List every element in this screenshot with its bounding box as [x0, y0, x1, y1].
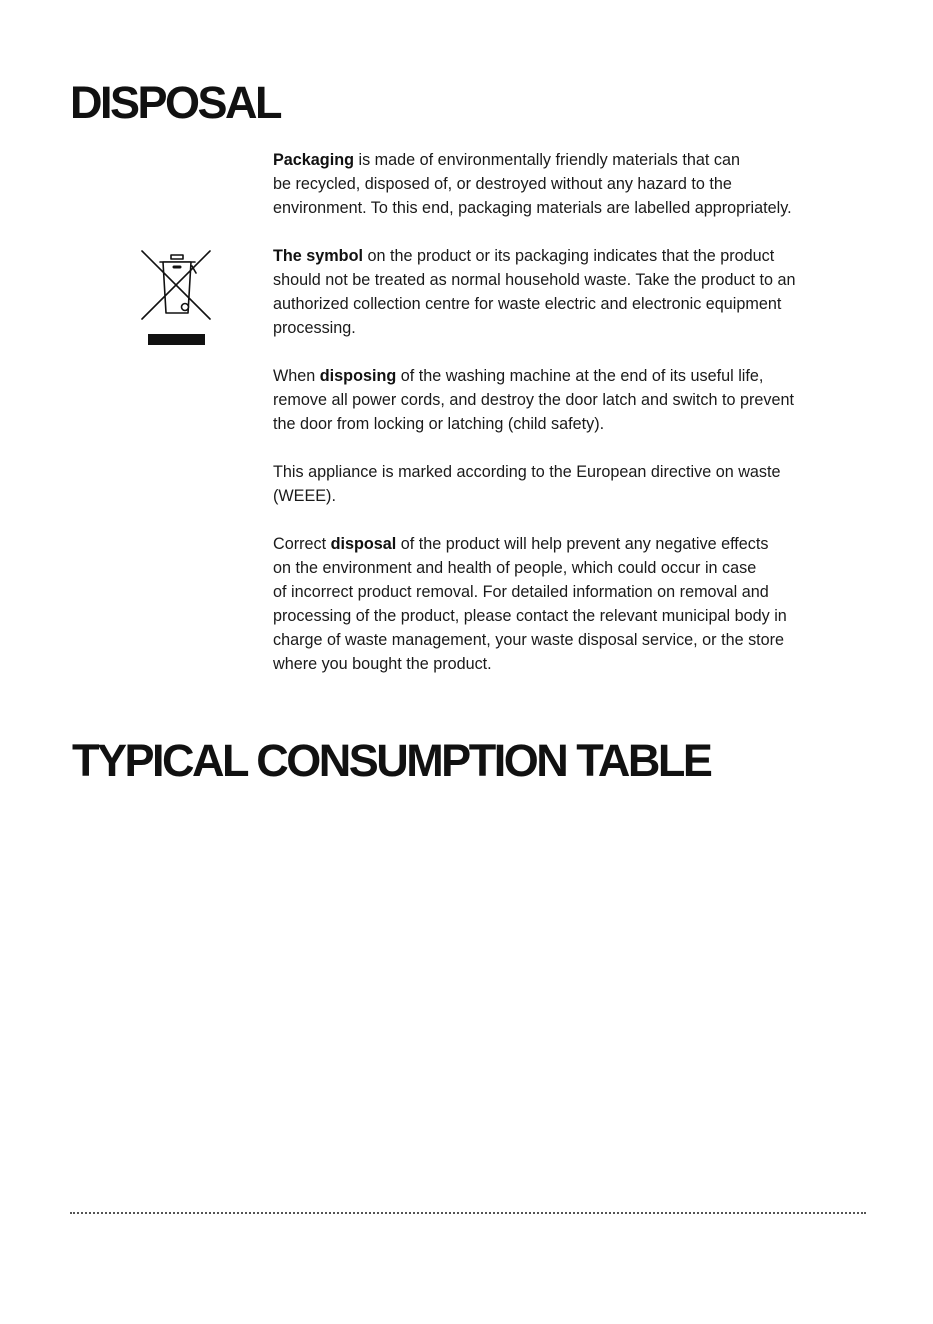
consumption-table-heading: TYPICAL CONSUMPTION TABLE — [72, 735, 711, 786]
symbol-paragraph: The symbol on the product or its packaging indicates that the product should not be treated as normal household waste. Take the product to an authorized collection centre for waste electric and electronic equipment processing. — [273, 247, 796, 337]
packaging-paragraph: Packaging is made of environmentally friendly materials that can be recycled, disposed of, or destroyed without any hazard to the environment. To this end, packaging materials are labelled appropriately. — [273, 151, 792, 217]
crossed-out-wheelie-bin-icon — [140, 249, 212, 323]
correct-disposal-paragraph: Correct disposal of the product will help prevent any negative effects on the environment and health of people, which could occur in case of incorrect product removal. For detailed information on removal and processing of the product, please contact the relevant municipal body in charge of waste management, your waste disposal service, or the store where you bought the product. — [273, 535, 787, 673]
disposing-paragraph: When disposing of the washing machine at the end of its useful life, remove all power cords, and destroy the door latch and switch to prevent the door from locking or latching (child safety). — [273, 367, 794, 433]
weee-marking-bar — [148, 334, 205, 345]
dotted-divider — [70, 1212, 866, 1214]
weee-paragraph: This appliance is marked according to the European directive on waste (WEEE). — [273, 463, 781, 505]
disposal-heading: DISPOSAL — [70, 77, 281, 128]
